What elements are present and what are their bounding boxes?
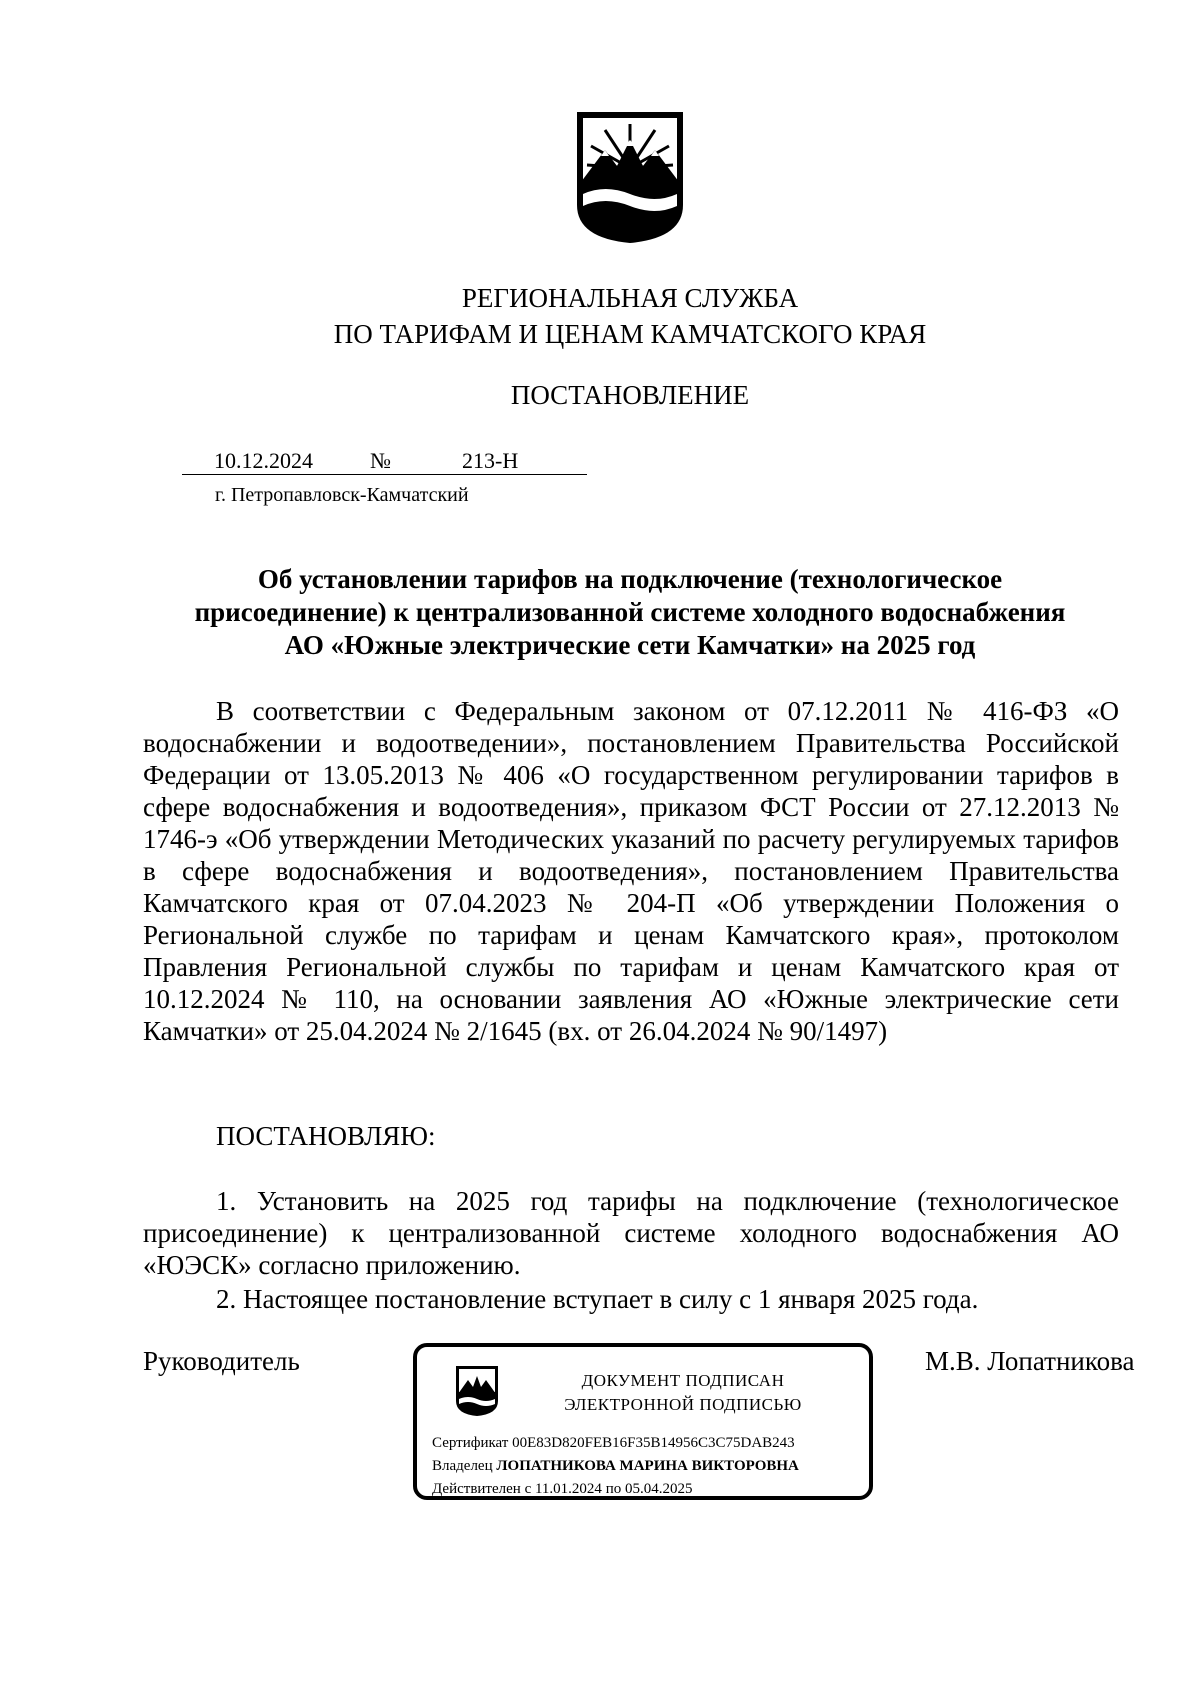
valid-to-label: по [605, 1481, 622, 1497]
agency-name-line1: РЕГИОНАЛЬНАЯ СЛУЖБА [461, 283, 799, 313]
document-title [140, 563, 1120, 662]
document-title-line2: присоединение) к централизованной системе холодного водоснабжения [194, 597, 1066, 627]
owner-label: Владелец [432, 1458, 493, 1474]
certificate-value: 00E83D820FEB16F35B14956C3C75DAB243 [512, 1435, 795, 1451]
item-1-paragraph: 1. Установить на 2025 год тарифы на подключение (технологическое присоединение) к централизованной системе холодного водоснабжения АО «ЮЭСК» согласно приложению. [143, 1186, 1119, 1280]
document-title-line1: Об установлении тарифов на подключение (технологическое [257, 564, 1003, 594]
registration-line [182, 448, 587, 475]
signer-name: М.В. Лопатникова [925, 1346, 1135, 1376]
stamp-validity [432, 1481, 692, 1498]
document-type: ПОСТАНОВЛЕНИЕ [510, 380, 750, 410]
coat-of-arms-icon [575, 110, 685, 245]
resolve-heading: ПОСТАНОВЛЯЮ: [216, 1121, 436, 1151]
stamp-heading-line1: ДОКУМЕНТ ПОДПИСАН [581, 1371, 785, 1390]
certificate-label: Сертификат [432, 1435, 509, 1451]
stamp-emblem-icon [455, 1365, 499, 1417]
owner-value: ЛОПАТНИКОВА МАРИНА ВИКТОРОВНА [496, 1458, 799, 1474]
agency-name-line2: ПО ТАРИФАМ И ЦЕНАМ КАМЧАТСКОГО КРАЯ [333, 319, 927, 349]
document-number: 213-Н [462, 448, 519, 473]
valid-label: Действителен [432, 1481, 521, 1497]
agency-name [0, 280, 1200, 352]
valid-from-label: с [524, 1481, 532, 1497]
e-signature-stamp [413, 1343, 873, 1500]
signer-role: Руководитель [143, 1346, 300, 1376]
stamp-heading-line2: ЭЛЕКТРОННОЙ ПОДПИСЬЮ [564, 1395, 802, 1414]
number-sign: № [370, 448, 391, 473]
valid-from: 11.01.2024 [534, 1481, 602, 1497]
stamp-certificate [432, 1435, 795, 1452]
stamp-owner [432, 1458, 799, 1475]
document-city: г. Петропавловск-Камчатский [215, 484, 469, 506]
intro-paragraph: В соответствии с Федеральным законом от 07.12.2011 № 416-ФЗ «О водоснабжении и водоотведении», постановлением Правительства Российской Федерации от 13.05.2013 № 406 «О государственном регулировании тарифов в сфере водоснабжения и водоотведения», приказом ФСТ России от 27.12.2013 № 1746-э «Об утверждении Методических указаний по расчету регулируемых тарифов в сфере водоснабжения и водоотведения», постановлением Правительства Камчатского края от 07.04.2023 № 204-П «Об утверждении Положения о Региональной службе по тарифам и ценам Камчатского края», протоколом Правления Региональной службы по тарифам и ценам Камчатского края от 10.12.2024 № 110, на основании заявления АО «Южные электрические сети Камчатки» от 25.04.2024 № 2/1645 (вх. от 26.04.2024 № 90/1497) [143, 696, 1119, 1046]
item-2-paragraph: 2. Настоящее постановление вступает в силу с 1 января 2025 года. [216, 1284, 979, 1314]
document-title-line3: АО «Южные электрические сети Камчатки» на 2025 год [284, 630, 976, 660]
valid-to: 05.04.2025 [624, 1481, 693, 1497]
stamp-heading [513, 1369, 853, 1417]
document-date: 10.12.2024 [214, 448, 313, 473]
